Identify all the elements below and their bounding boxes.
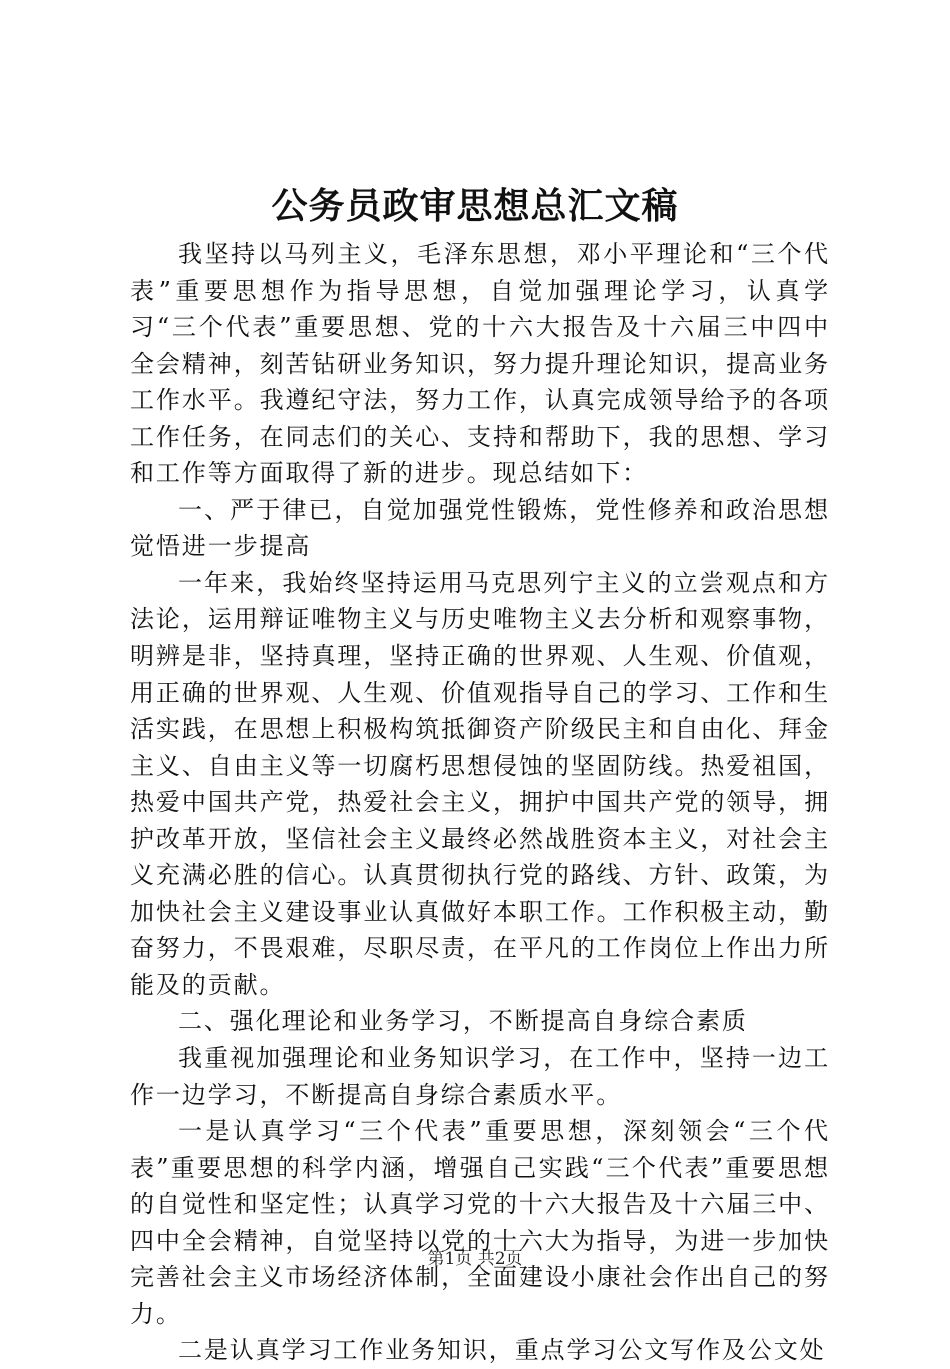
paragraph-section-2: 我重视加强理论和业务知识学习，在工作中，坚持一边工作一边学习，不断提高自身综合素质水平。 (130, 1044, 830, 1109)
paragraph-point-2: 二是认真学习工作业务知识，重点学习公文写作及公文处 (178, 1336, 826, 1365)
section-heading-1: 一、严于律已，自觉加强党性锻炼，党性修养和政治思想觉悟进一步提高 (130, 495, 830, 561)
paragraph-point-1: 一是认真学习“三个代表”重要思想，深刻领会“三个代表”重要思想的科学内涵，增强自己实践“三个代表”重要思想的自觉性和坚定性；认真学习党的十六大报告及十六届三中、四中全会精神，自觉坚持以党的十六大为指导，为进一步加快完善社会主义市场经济体制，全面建设小康社会作出自己的努力。 (130, 1117, 830, 1328)
paragraph-section-1: 一年来，我始终坚持运用马克思列宁主义的立尝观点和方法论，运用辩证唯物主义与历史唯物主义去分析和观察事物，明辨是非，坚持真理，坚持正确的世界观、人生观、价值观，用正确的世界观、人生观、价值观指导自己的学习、工作和生活实践，在思想上积极构筑抵御资产阶级民主和自由化、拜金主义、自由主义等一切腐朽思想侵蚀的坚固防线。热爱祖国，热爱中国共产党，热爱社会主义，拥护中国共产党的领导，拥护改革开放，坚信社会主义最终必然战胜资本主义，对社会主义充满必胜的信心。认真贯彻执行党的路线、方针、政策，为加快社会主义建设事业认真做好本职工作。工作积极主动，勤奋努力，不畏艰难，尽职尽责，在平凡的工作岗位上作出力所能及的贡献。 (130, 568, 830, 999)
paragraph-intro: 我坚持以马列主义，毛泽东思想，邓小平理论和“三个代表”重要思想作为指导思想，自觉加强理论学习，认真学习“三个代表”重要思想、党的十六大报告及十六届三中四中全会精神，刻苦钻研业务知识，努力提升理论知识，提高业务工作水平。我遵纪守法，努力工作，认真完成领导给予的各项工作任务，在同志们的关心、支持和帮助下，我的思想、学习和工作等方面取得了新的进步。现总结如下： (130, 240, 830, 488)
page-footer: 第1页 共2页 (427, 1249, 523, 1269)
document-body (130, 236, 830, 1369)
document-title: 公务员政审思想总汇文稿 (271, 185, 679, 227)
section-heading-2: 二、强化理论和业务学习，不断提高自身综合素质 (178, 1007, 748, 1036)
